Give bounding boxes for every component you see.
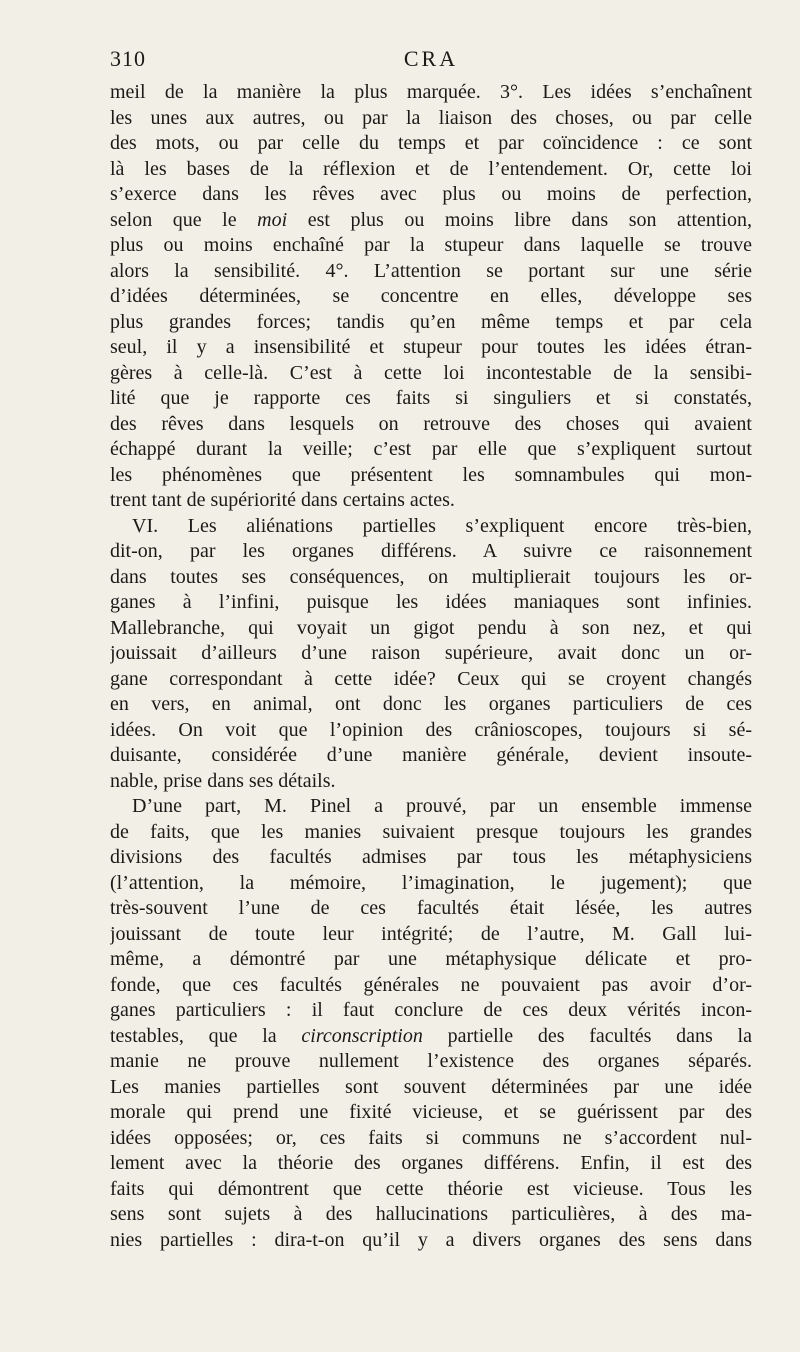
- text-line: faits qui démontrent que cette théorie est vicieuse. Tous les: [110, 1177, 752, 1200]
- text-line: dit-on, par les organes différens. A suivre ce raisonnement: [110, 540, 752, 562]
- text-line: ganes à l’infini, puisque les idées maniaques sont infinies.: [110, 591, 752, 613]
- text-line: même, a démontré par une métaphysique délicate et pro-: [110, 948, 752, 970]
- text-line: gane correspondant à cette idée? Ceux qui se croyent changés: [110, 667, 752, 690]
- text-line: des mots, ou par celle du temps et par coïncidence : ce sont: [110, 132, 752, 154]
- text-line: plus grandes forces; tandis qu’en même temps et par cela: [110, 310, 752, 333]
- text-line: en vers, en animal, ont donc les organes particuliers de ces: [110, 693, 752, 715]
- text-line: nable, prise dans ses détails.: [110, 769, 336, 792]
- body-text: [110, 80, 752, 1253]
- text-line: les unes aux autres, ou par la liaison des choses, ou par celle: [110, 106, 752, 129]
- page-header: [110, 40, 752, 80]
- text-line: s’exerce dans les rêves avec plus ou moins de perfection,: [110, 183, 752, 205]
- text-line: manie ne prouve nullement l’existence des organes séparés.: [110, 1050, 752, 1072]
- text-line: Les manies partielles sont souvent déterminées par une idée: [110, 1075, 752, 1098]
- text-line: trent tant de supériorité dans certains actes.: [110, 489, 455, 511]
- text-line: des rêves dans lesquels on retrouve des choses qui avaient: [110, 412, 752, 435]
- text-line: de faits, que les manies suivaient presque toujours les grandes: [110, 820, 752, 843]
- text-line: idées opposées; or, ces faits si communs ne s’accordent nul-: [110, 1126, 752, 1149]
- text-line: échappé durant la veille; c’est par elle que s’expliquent surtout: [110, 438, 752, 460]
- text-line: meil de la manière la plus marquée. 3°. Les idées s’enchaînent: [110, 81, 752, 103]
- text-line: VI. Les aliénations partielles s’expliquent encore très-bien,: [132, 514, 752, 537]
- text-line: sens sont sujets à des hallucinations particulières, à des ma-: [110, 1203, 752, 1225]
- italic-word-moi: moi: [257, 208, 288, 231]
- text-line: idées. On voit que l’opinion des crânioscopes, toujours si sé-: [110, 718, 752, 741]
- text-line: gères à celle-là. C’est à cette loi incontestable de la sensibi-: [110, 361, 752, 384]
- text-line: (l’attention, la mémoire, l’imagination, le jugement); que: [110, 871, 752, 894]
- text-line: plus ou moins enchaîné par la stupeur dans laquelle se trouve: [110, 234, 752, 256]
- book-page: [110, 40, 752, 1253]
- page-number: 310: [110, 46, 146, 71]
- text-line: dans toutes ses conséquences, on multiplierait toujours les or-: [110, 565, 752, 588]
- text-line-with-italic: selon que le moi est plus ou moins libre dans son attention,: [110, 208, 752, 231]
- text-line: fonde, que ces facultés générales ne pouvaient pas avoir d’or-: [110, 973, 752, 996]
- text-line: duisante, considérée d’une manière générale, devient insoute-: [110, 744, 752, 766]
- text-line: jouissant de toute leur intégrité; de l’autre, M. Gall lui-: [110, 922, 752, 945]
- text-line: les phénomènes que présentent les somnambules qui mon-: [110, 463, 752, 486]
- text-line: seul, il y a insensibilité et stupeur pour toutes les idées étran-: [110, 336, 752, 358]
- running-head: CRA: [403, 46, 459, 71]
- text-line: D’une part, M. Pinel a prouvé, par un ensemble immense: [132, 795, 752, 817]
- text-line: alors la sensibilité. 4°. L’attention se portant sur une série: [110, 259, 752, 282]
- text-line: Mallebranche, qui voyait un gigot pendu à son nez, et qui: [110, 616, 752, 639]
- text-line: nies partielles : dira-t-on qu’il y a divers organes des sens dans: [110, 1228, 752, 1251]
- text-line: morale qui prend une fixité vicieuse, et se guérissent par des: [110, 1101, 752, 1123]
- text-line: très-souvent l’une de ces facultés était lésée, les autres: [110, 897, 752, 919]
- text-line: divisions des facultés admises par tous les métaphysiciens: [110, 846, 752, 868]
- text-line: jouissait d’ailleurs d’une raison supérieure, avait donc un or-: [110, 642, 752, 664]
- text-line: lement avec la théorie des organes différens. Enfin, il est des: [110, 1152, 752, 1174]
- text-line: ganes particuliers : il faut conclure de ces deux vérités incon-: [110, 999, 752, 1021]
- text-line-with-italic: testables, que la circonscription partielle des facultés dans la: [110, 1024, 752, 1047]
- text-line: d’idées déterminées, se concentre en elles, développe ses: [110, 285, 752, 307]
- italic-word-circonscription: circonscription: [301, 1024, 423, 1047]
- text-line: lité que je rapporte ces faits si singuliers et si constatés,: [110, 387, 752, 409]
- text-line: là les bases de la réflexion et de l’entendement. Or, cette loi: [110, 157, 752, 180]
